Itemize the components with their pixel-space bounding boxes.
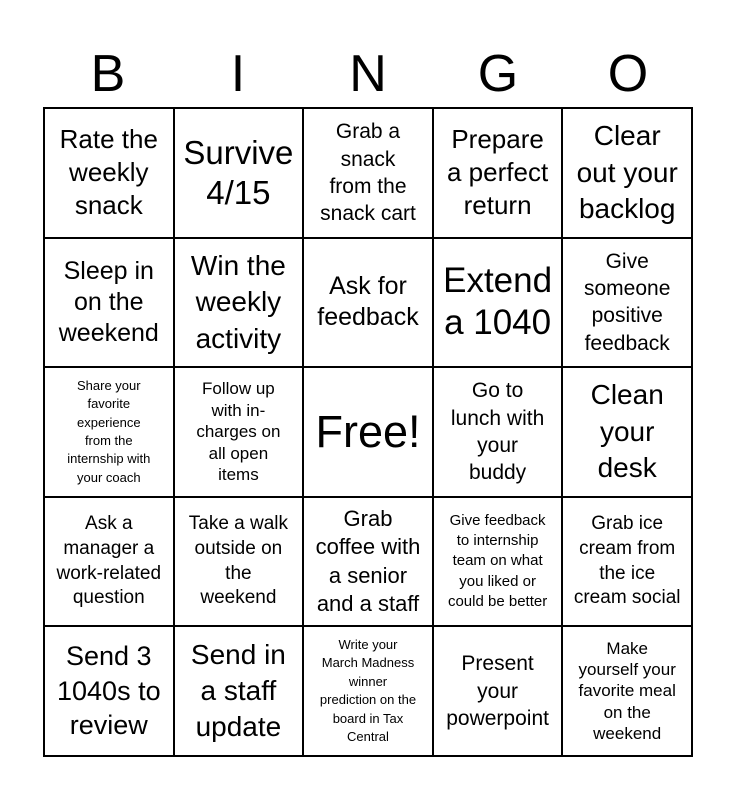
bingo-cell-text: Grab coffee with a senior and a staff	[315, 506, 421, 616]
bingo-cell-r5-c3[interactable]	[303, 626, 433, 756]
bingo-cell-r3-c5[interactable]	[562, 367, 692, 497]
bingo-header	[43, 40, 693, 108]
bingo-cell-text: Ask a manager a work-related question	[56, 513, 162, 609]
header-letter-n: N	[349, 45, 387, 103]
bingo-cell-r4-c2[interactable]	[174, 497, 304, 627]
bingo-cell-r2-c2[interactable]	[174, 238, 304, 368]
bingo-cell-r1-c1[interactable]	[44, 108, 174, 238]
bingo-cell-r1-c3[interactable]	[303, 108, 433, 238]
bingo-cell-r2-c5[interactable]	[562, 238, 692, 368]
bingo-cell-text: Send in a staff update	[190, 638, 286, 743]
bingo-cell-r4-c1[interactable]	[44, 497, 174, 627]
bingo-cell-text: Win the weekly activity	[190, 249, 286, 354]
bingo-cell-r5-c2[interactable]	[174, 626, 304, 756]
bingo-cell-text: Send 3 1040s to review	[57, 641, 161, 741]
bingo-cell-r3-c3[interactable]	[303, 367, 433, 497]
bingo-cell-text: Grab ice cream from the ice cream social	[573, 513, 681, 609]
header-letter-b: B	[90, 45, 126, 103]
bingo-cell-r4-c3[interactable]	[303, 497, 433, 627]
bingo-cell-text: Write your March Madness winner prediction on the board in Tax Central	[319, 636, 417, 745]
bingo-cell-text: Share your favorite experience from the internship with your coach	[67, 377, 151, 485]
bingo-cell-text: Clean your desk	[590, 379, 664, 484]
bingo-cell-r5-c5[interactable]	[562, 626, 692, 756]
bingo-cell-text: Follow up with in- charges on all open items	[196, 379, 281, 485]
bingo-cell-text: Prepare a perfect return	[447, 123, 549, 221]
bingo-cell-text: Take a walk outside on the weekend	[188, 513, 289, 609]
bingo-cell-r5-c1[interactable]	[44, 626, 174, 756]
bingo-cell-text: Present your powerpoint	[446, 652, 549, 730]
bingo-cell-text: Go to lunch with your buddy	[450, 379, 545, 485]
bingo-cell-r1-c4[interactable]	[433, 108, 563, 238]
bingo-cell-r2-c4[interactable]	[433, 238, 563, 368]
bingo-cell-r4-c5[interactable]	[562, 497, 692, 627]
bingo-cell-r4-c4[interactable]	[433, 497, 563, 627]
bingo-cell-r3-c1[interactable]	[44, 367, 174, 497]
bingo-cell-text: Make yourself your favorite meal on the weekend	[578, 638, 676, 744]
bingo-cell-r3-c2[interactable]	[174, 367, 304, 497]
bingo-cell-r3-c4[interactable]	[433, 367, 563, 497]
bingo-cell-text: Grab a snack from the snack cart	[320, 120, 416, 226]
bingo-cell-r1-c2[interactable]	[174, 108, 304, 238]
bingo-cell-r1-c5[interactable]	[562, 108, 692, 238]
bingo-cell-text: Give someone positive feedback	[584, 249, 671, 355]
header-letter-g: G	[477, 45, 519, 103]
bingo-cell-text: Clear out your backlog	[576, 120, 678, 224]
bingo-cell-text: Sleep in on the weekend	[58, 256, 159, 348]
bingo-cell-text: Rate the weekly snack	[59, 123, 158, 221]
bingo-cell-r2-c1[interactable]	[44, 238, 174, 368]
free-space-text: Free!	[315, 406, 421, 458]
bingo-cell-text: Give feedback to internship team on what you liked or could be better	[447, 511, 548, 611]
bingo-cell-r5-c4[interactable]	[433, 626, 563, 756]
header-letter-i: I	[230, 45, 246, 103]
bingo-board	[43, 107, 693, 757]
bingo-cell-r2-c3[interactable]	[303, 238, 433, 368]
bingo-cell-text: Ask for feedback	[317, 272, 419, 332]
bingo-cell-text: Survive 4/15	[183, 133, 294, 211]
bingo-cell-text: Extend a 1040	[443, 261, 553, 343]
header-letter-o: O	[607, 45, 649, 103]
